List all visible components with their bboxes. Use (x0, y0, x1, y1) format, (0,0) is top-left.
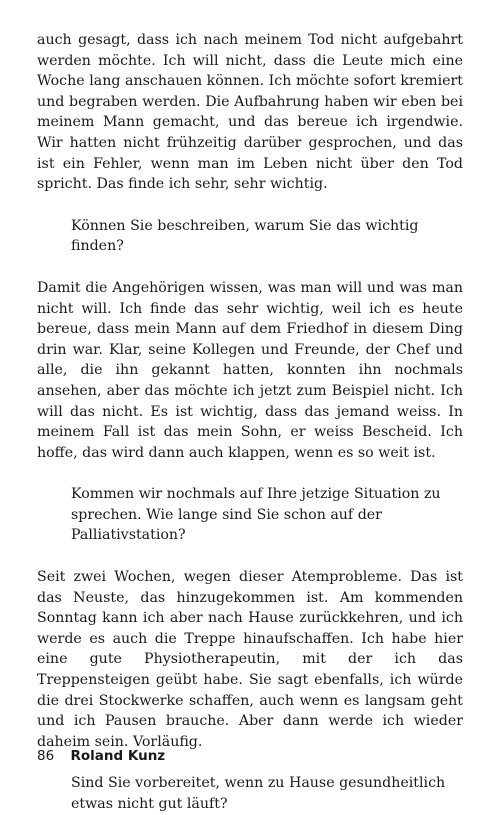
page-body (37, 30, 463, 815)
page-footer (37, 748, 165, 764)
question-paragraph: Sind Sie vorbereitet, wenn zu Hause gesundheitlich etwas nicht gut läuft? (71, 775, 446, 812)
answer-paragraph: Seit zwei Wochen, wegen dieser Atemprobleme. Das ist das Neuste, das hinzugekommen ist. Am kommenden Sonntag kann ich aber nach Hause zurückkehren, und ich werde es auch die Treppe hinaufschaffen. Ich habe hier eine gute Physiotherapeutin, mit der ich das Treppensteigen geübt habe. Sie sagt ebenfalls, ich würde die drei Stockwerke schaffen, auch wenn es langsam geht und ich Pausen brauche. Aber dann werde ich wieder daheim sein. Vorläufig. (37, 569, 463, 750)
paragraph-gap (37, 257, 463, 278)
answer-paragraph: Damit die Angehörigen wissen, was man will und was man nicht will. Ich finde das sehr wichtig, weil ich es heute bereue, dass mein Mann auf dem Friedhof in diesem Ding drin war. Klar, seine Kollegen und Freunde, der Chef und alle, die ihn gekannt hatten, konnten ihn nochmals ansehen, aber das möchte ich jetzt zum Beispiel nicht. Ich will das nicht. Es ist wichtig, dass das jemand weiss. In meinem Fall ist das mein Sohn, er weiss Bescheid. Ich hoffe, das wird dann auch klappen, wenn es so weit ist. (37, 279, 463, 461)
author-name: Roland Kunz (70, 748, 166, 764)
paragraph-gap (37, 546, 463, 567)
paragraph-gap (37, 195, 463, 216)
page-number: 86 (37, 748, 55, 764)
question-paragraph: Können Sie beschreiben, warum Sie das wichtig finden? (71, 217, 419, 255)
answer-paragraph: auch gesagt, dass ich nach meinem Tod nicht aufgebahrt werden möchte. Ich will nicht, dass die Leute mich eine Woche lang anschauen können. Ich möchte sofort kremiert und begraben werden. Die Aufbahrung haben wir eben bei meinem Mann gemacht, und das bereue ich irgendwie. Wir hatten nicht frühzeitig darüber gesprochen, und das ist ein Fehler, wenn man im Leben nicht über den Tod spricht. Das finde ich sehr, sehr wichtig. (37, 32, 463, 193)
question-paragraph: Kommen wir nochmals auf Ihre jetzige Situation zu sprechen. Wie lange sind Sie schon auf der Palliativstation? (71, 486, 441, 544)
paragraph-gap (37, 463, 463, 484)
